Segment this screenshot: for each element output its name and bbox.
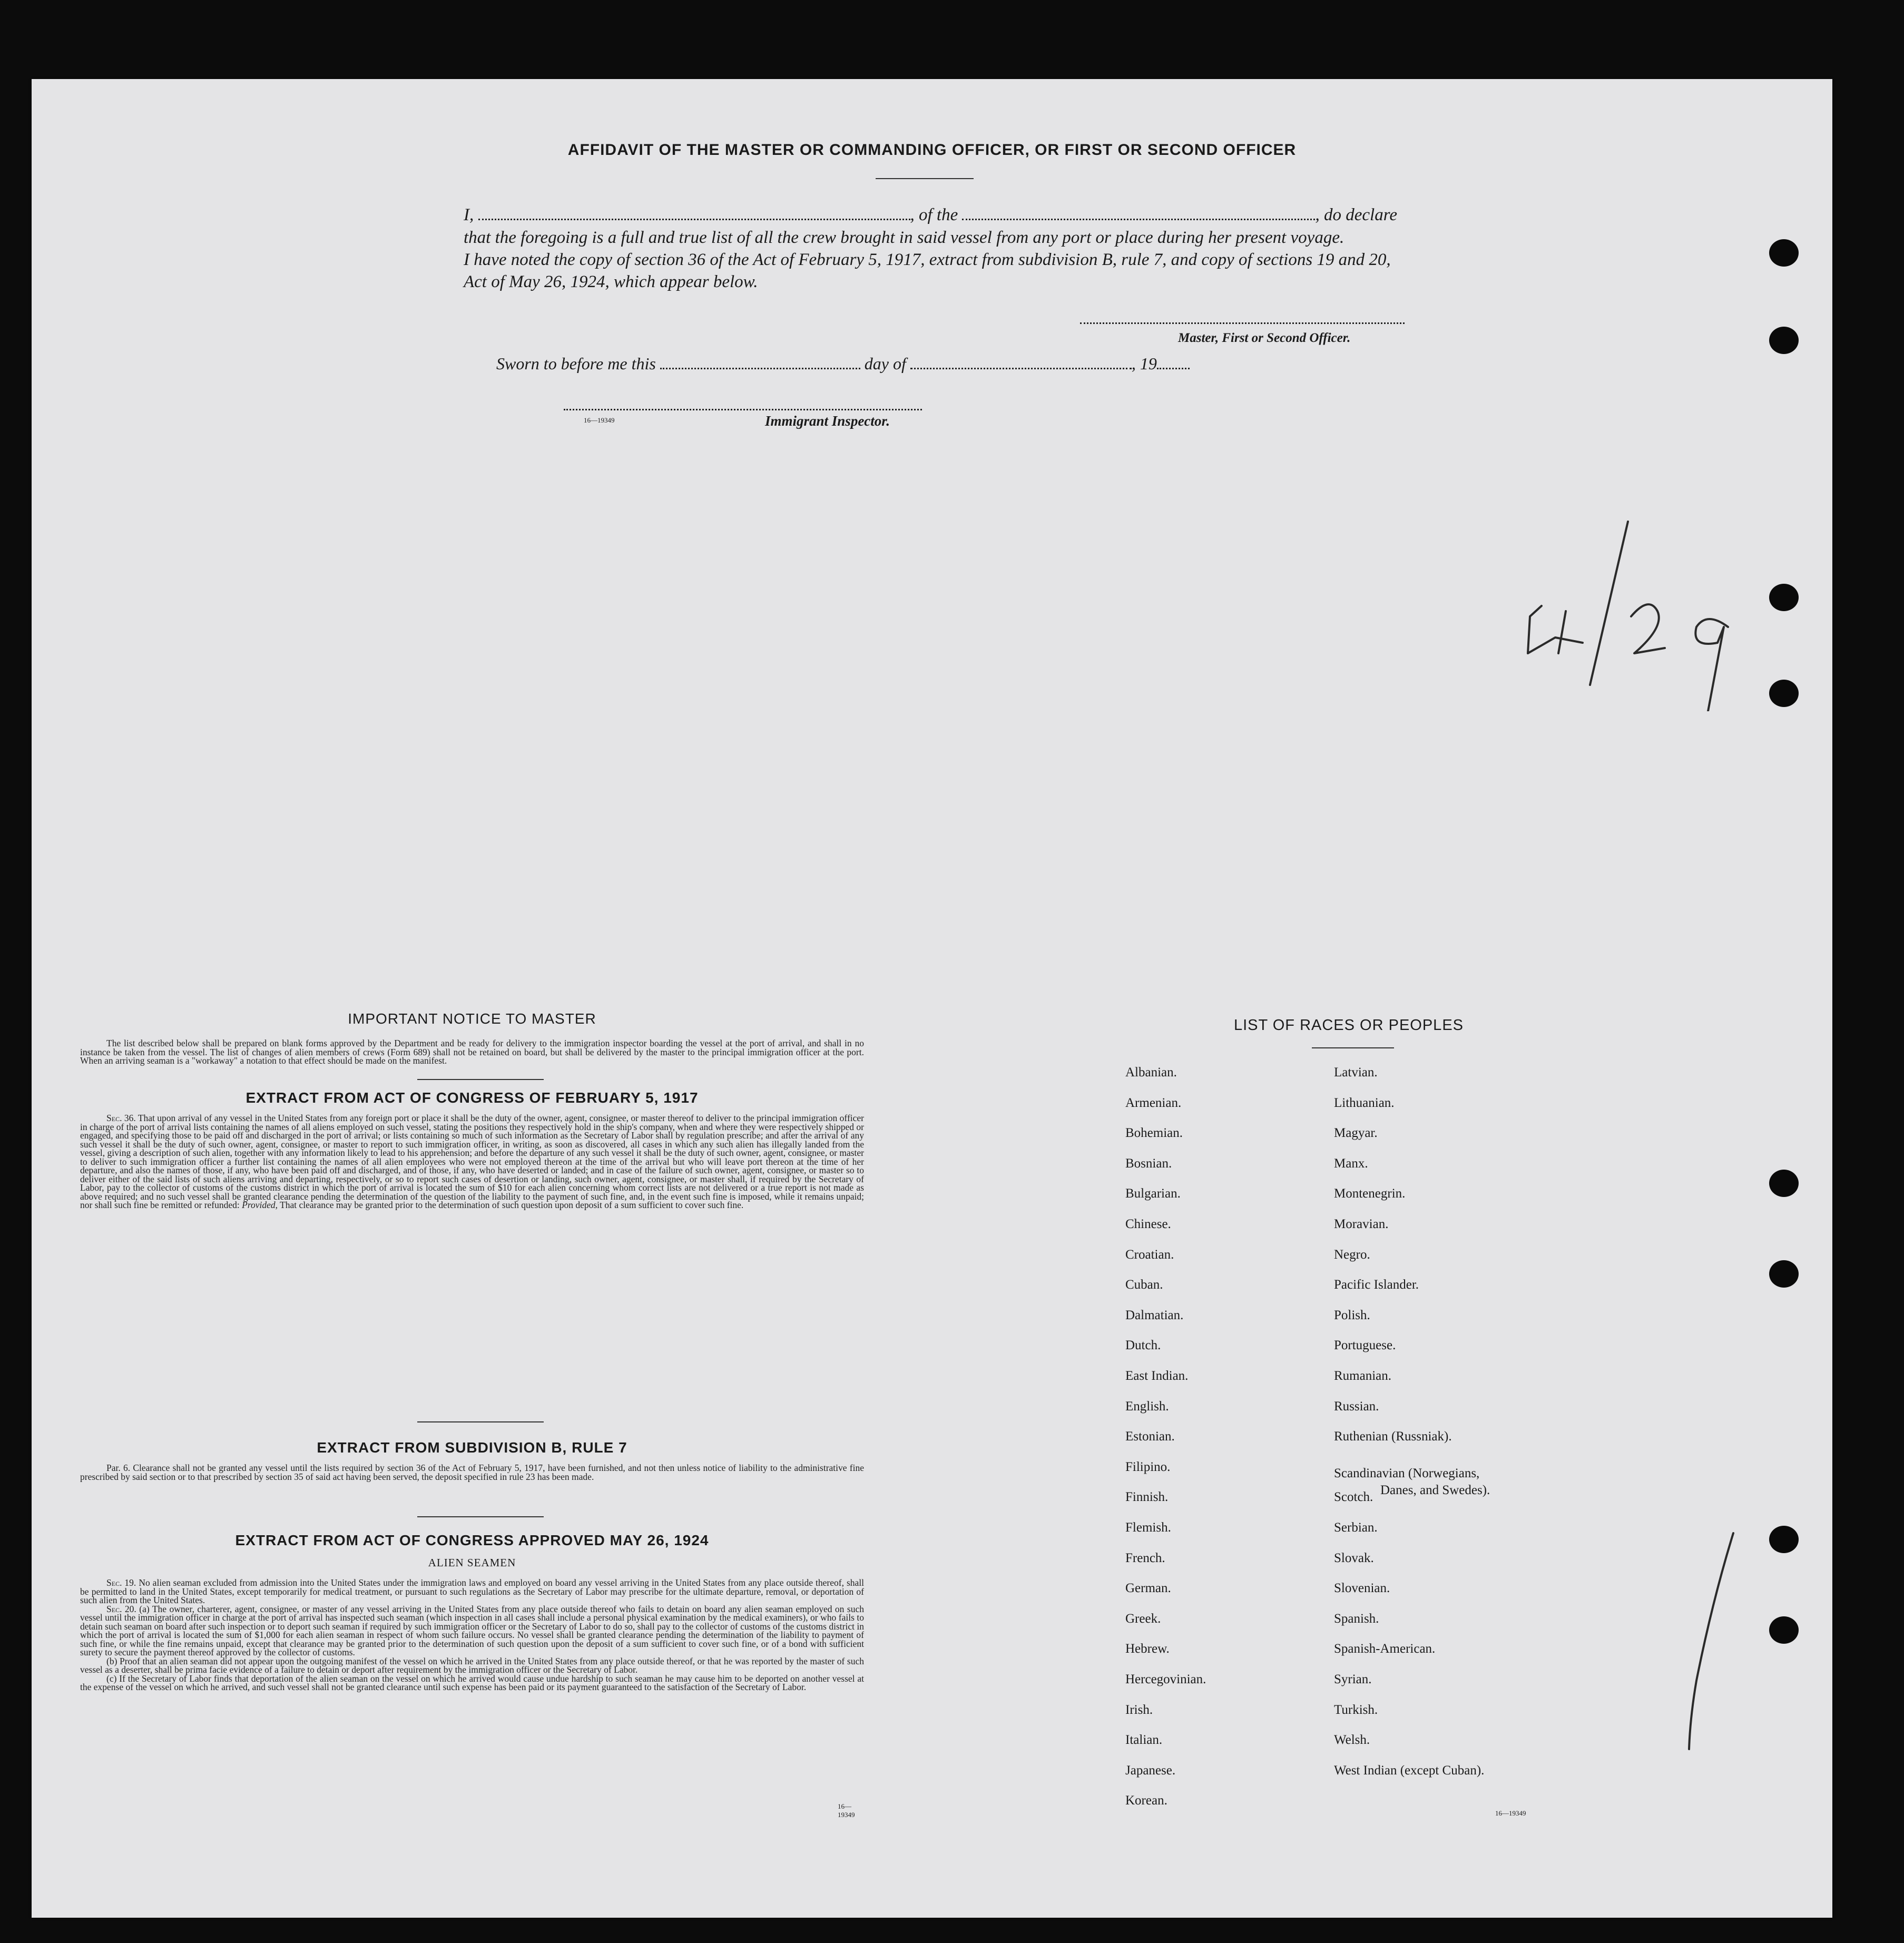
master-name-field[interactable]	[478, 214, 910, 220]
sec-20c-text: (c) If the Secretary of Labor finds that deportation of the alien seaman on the vessel on which he arrived would cause undue hardship to such seaman he may cause him to be deported on another vessel at the expense of the vessel on which he arrived, and such vessel shall not be granted clearance until such expense has been paid or its payment guaranteed to the satisfaction of the Secretary of Labor.	[80, 1673, 864, 1692]
race-item: German.	[1125, 1581, 1171, 1596]
notice-title: IMPORTANT NOTICE TO MASTER	[348, 1010, 596, 1027]
vessel-name-field[interactable]	[962, 214, 1315, 220]
proviso-text: That clearance may be granted prior to the determination of such question upon deposit of a sum sufficient to cover such fine.	[280, 1200, 744, 1210]
race-item: Welsh.	[1334, 1733, 1370, 1748]
race-item: Italian.	[1125, 1733, 1163, 1748]
race-item: Dutch.	[1125, 1338, 1161, 1353]
punch-hole	[1769, 1170, 1799, 1197]
races-divider	[1312, 1047, 1394, 1048]
race-item: Scandinavian (Norwegians,	[1334, 1466, 1480, 1480]
races-form-code: 16—19349	[1495, 1809, 1526, 1817]
race-item: Albanian.	[1125, 1065, 1177, 1080]
race-item: Lithuanian.	[1334, 1095, 1395, 1110]
punch-hole	[1769, 584, 1799, 611]
race-item: Dalmatian.	[1125, 1308, 1184, 1322]
extract-1917-text	[80, 1114, 864, 1210]
race-item: Armenian.	[1125, 1095, 1182, 1110]
year-label: , 19	[1131, 354, 1157, 373]
extract-rule7-text	[80, 1464, 864, 1481]
race-item: Hercegovinian.	[1125, 1672, 1206, 1686]
extract-1917-title: EXTRACT FROM ACT OF CONGRESS OF FEBRUARY 5, 1917	[246, 1090, 699, 1106]
race-item: Flemish.	[1125, 1520, 1171, 1535]
day-of-label: day of	[864, 354, 906, 373]
section-divider	[417, 1516, 544, 1517]
of-the-label: , of the	[910, 205, 958, 224]
inspector-caption: Immigrant Inspector.	[765, 413, 890, 429]
punch-hole	[1769, 1616, 1799, 1644]
sworn-month-field[interactable]	[910, 364, 1132, 369]
notice-text	[80, 1039, 864, 1065]
race-item: Polish.	[1334, 1308, 1370, 1322]
notice-paragraph: The list described below shall be prepared on blank forms approved by the Department and be ready for delivery to the immigration inspector boarding the vessel at the port of arrival, and shall in no instance be taken from the vessel. The list of changes of alien members of crews (Form 689) shall not be retained on board, but shall be delivered by the master to the principal immigration officer at the port. When an arriving seaman is a "workaway" a notation to that effect should be made on the manifest.	[80, 1038, 864, 1066]
punch-hole	[1769, 680, 1799, 707]
master-signature-caption: Master, First or Second Officer.	[1178, 331, 1351, 345]
affidavit-line-3: I have noted the copy of section 36 of the Act of February 5, 1917, extract from subdivision B, rule 7, and copy of sections 19 and 20,	[464, 250, 1391, 269]
race-item: Bulgarian.	[1125, 1186, 1181, 1201]
notice-column	[80, 1010, 865, 1819]
race-item: Latvian.	[1334, 1065, 1378, 1080]
race-item: Finnish.	[1125, 1490, 1169, 1505]
race-item: Rumanian.	[1334, 1369, 1392, 1383]
race-item: Moravian.	[1334, 1217, 1389, 1231]
races-title: LIST OF RACES OR PEOPLES	[1233, 1017, 1464, 1034]
race-item: Irish.	[1125, 1702, 1153, 1717]
race-item: Pacific Islander.	[1334, 1278, 1419, 1292]
punch-hole	[1769, 1260, 1799, 1288]
race-item: Manx.	[1334, 1156, 1368, 1171]
section-divider	[417, 1421, 544, 1422]
extract-1924-subtitle: ALIEN SEAMEN	[428, 1556, 516, 1569]
race-item: Filipino.	[1125, 1459, 1171, 1474]
affidavit-declaration-line	[464, 205, 1397, 225]
sworn-year-field[interactable]	[1157, 364, 1190, 369]
sec-20b-text: (b) Proof that an alien seaman did not appear upon the outgoing manifest of the vessel on which he arrived in the United States from any place outside thereof, or that he was reported by the master of such vessel as a deserter, shall be prima facie evidence of a failure to detain or deport after requirement by the immigration officer or the Secretary of Labor.	[80, 1655, 864, 1675]
extract-1924-title: EXTRACT FROM ACT OF CONGRESS APPROVED MAY 26, 1924	[235, 1532, 709, 1548]
race-item: Bosnian.	[1125, 1156, 1172, 1171]
rule7-paragraph: Par. 6. Clearance shall not be granted any vessel until the lists required by section 36 of the Act of February 5, 1917, have been furnished, and not then unless notice of liability to the administrative fine prescribed by said section or to that prescribed by section 35 of said act having been served, the deposit specified in rule 23 has been made.	[80, 1463, 864, 1482]
handwritten-date	[1496, 437, 1749, 711]
extract-1924-text	[80, 1578, 864, 1692]
race-item: Ruthenian (Russniak).	[1334, 1429, 1452, 1444]
race-item: East Indian.	[1125, 1369, 1189, 1383]
inspector-signature-line[interactable]	[564, 409, 922, 410]
race-item: Turkish.	[1334, 1702, 1378, 1717]
race-item: Bohemian.	[1125, 1126, 1183, 1141]
race-item: Syrian.	[1334, 1672, 1372, 1686]
extract-rule7-title: EXTRACT FROM SUBDIVISION B, RULE 7	[317, 1439, 627, 1456]
affidavit-title: AFFIDAVIT OF THE MASTER OR COMMANDING OFFICER, OR FIRST OR SECOND OFFICER	[567, 141, 1297, 159]
punch-hole	[1769, 239, 1799, 267]
race-item: Spanish.	[1334, 1611, 1379, 1626]
sec-19-label: Sec. 19.	[106, 1577, 136, 1588]
race-item: Slovak.	[1334, 1551, 1374, 1565]
section-divider	[417, 1079, 544, 1080]
punch-hole	[1769, 327, 1799, 354]
race-item: Portuguese.	[1334, 1338, 1396, 1353]
race-item: Cuban.	[1125, 1278, 1163, 1292]
race-item: English.	[1125, 1399, 1169, 1414]
sec-20a-text: (a) The owner, charterer, agent, consignee, or master of any vessel arriving in the United States from any place outside thereof who fails to detain on board any alien seaman employed on such vessel until the immigration officer in charge at the port of arrival has inspected such seaman (which inspection in all cases shall include a personal physical examination by the medical examiners), or who fails to detain such seaman on board after such inspection or to deport such seaman if required by such immigration officer or the Secretary of Labor to do so, shall pay to the collector of customs of the customs district in which the port of arrival is located the sum of $1,000 for each alien seaman in respect of whom such failure occurs. No vessel shall be granted clearance pending the determination of the liability to payment of such fine, or while the fine remains unpaid, except that clearance may be granted prior to the determination of such question upon the deposit of a sum sufficient to cover such fine, or of a bond with sufficient surety to secure the payment thereof approved by the collector of customs.	[80, 1603, 864, 1657]
affidavit-line-4: Act of May 26, 1924, which appear below.	[464, 272, 758, 291]
race-item: Estonian.	[1125, 1429, 1175, 1444]
race-item: Japanese.	[1125, 1763, 1176, 1778]
race-item: Spanish-American.	[1334, 1642, 1436, 1656]
handwritten-mark	[1675, 1523, 1744, 1765]
sworn-day-field[interactable]	[660, 364, 860, 369]
do-declare-label: , do declare	[1315, 205, 1397, 224]
race-item: Magyar.	[1334, 1126, 1378, 1141]
title-divider	[876, 178, 974, 179]
race-item: Russian.	[1334, 1399, 1379, 1414]
race-item: Korean.	[1125, 1793, 1167, 1808]
race-item: Slovenian.	[1334, 1581, 1390, 1596]
race-item: West Indian (except Cuban).	[1334, 1763, 1485, 1778]
sec-36-text: That upon arrival of any vessel in the United States from any foreign port or place it shall be the duty of the owner, agent, consignee, or master thereof to deliver to the principal immigration officer in charge of the port of arrival lists containing the names of all aliens employed on such vessel, stating the positions they respectively hold in the ship's company, when and where they were respectively shipped or engaged, and specifying those to be paid off and discharged in the port of arrival; or lists containing so much of such information as the Secretary of Labor shall by regulation prescribe; and after the arrival of any such vessel it shall be the duty of such owner, agent, consignee, or master to report to such immigration officer, in writing, as soon as discovered, all cases in which any such alien has illegally landed from the vessel, giving a description of such alien, together with any information likely to lead to his apprehension; and before the departure of any such vessel it shall be the duty of such owner, agent, consignee, or master to deliver to such immigration officer a further list containing the names of all alien employees who were not employed thereon at the time of the arrival but who will leave port thereon at the time of her departure, and also the names of those, if any, who have been paid off and discharged, and of those, if any, who have deserted or landed; and in case of the failure of such owner, agent, consignee, or master so to deliver either of the said lists of such aliens arriving and departing, respectively, or so to report such cases of desertion or landing, such owner, agent, consignee, or master shall, if required by the Secretary of Labor, pay to the collector of customs of the customs district in which the port of arrival is located the sum of $10 for each alien concerning whom correct lists are not delivered or a true report is not made as above required; and no such vessel shall be granted clearance pending the determination of the question of the liability to the payment of such fine, and, in the event such fine is imposed, while it remains unpaid; nor shall such fine be remitted or refunded:	[80, 1113, 864, 1210]
document-page	[32, 79, 1832, 1918]
punch-hole	[1769, 1526, 1799, 1553]
affidavit-line-2: that the foregoing is a full and true list of all the crew brought in said vessel from any port or place during her present voyage.	[464, 228, 1344, 247]
race-item: Negro.	[1334, 1247, 1370, 1262]
sworn-line	[496, 354, 1190, 374]
sec-20-label: Sec. 20.	[106, 1603, 136, 1614]
i-label: I,	[464, 205, 474, 224]
sec-19-text: No alien seaman excluded from admission into the United States under the immigration laws and employed on board any vessel arriving in the United States from any place outside thereof, shall be permitted to land in the United States, except temporarily for medical treatment, or pursuant to such regulations as the Secretary of Labor may prescribe for the ultimate departure, removal, or deportation of such alien from the United States.	[80, 1577, 865, 1605]
proviso-label: Provided,	[242, 1200, 278, 1210]
race-item: Montenegrin.	[1334, 1186, 1406, 1201]
race-item: Scotch.	[1334, 1490, 1373, 1505]
extract-form-code: 16—19349	[838, 1802, 855, 1819]
race-item: Croatian.	[1125, 1247, 1174, 1262]
race-item: Hebrew.	[1125, 1642, 1170, 1656]
race-item: Greek.	[1125, 1611, 1161, 1626]
affidavit-form-code: 16—19349	[584, 416, 615, 424]
race-item: French.	[1125, 1551, 1165, 1565]
race-item: Chinese.	[1125, 1217, 1171, 1231]
master-signature-line[interactable]	[1080, 322, 1405, 324]
race-item: Danes, and Swedes).	[1380, 1483, 1490, 1497]
sworn-label: Sworn to before me this	[496, 354, 656, 373]
sec-36-label: Sec. 36.	[106, 1113, 136, 1123]
race-item: Serbian.	[1334, 1520, 1378, 1535]
